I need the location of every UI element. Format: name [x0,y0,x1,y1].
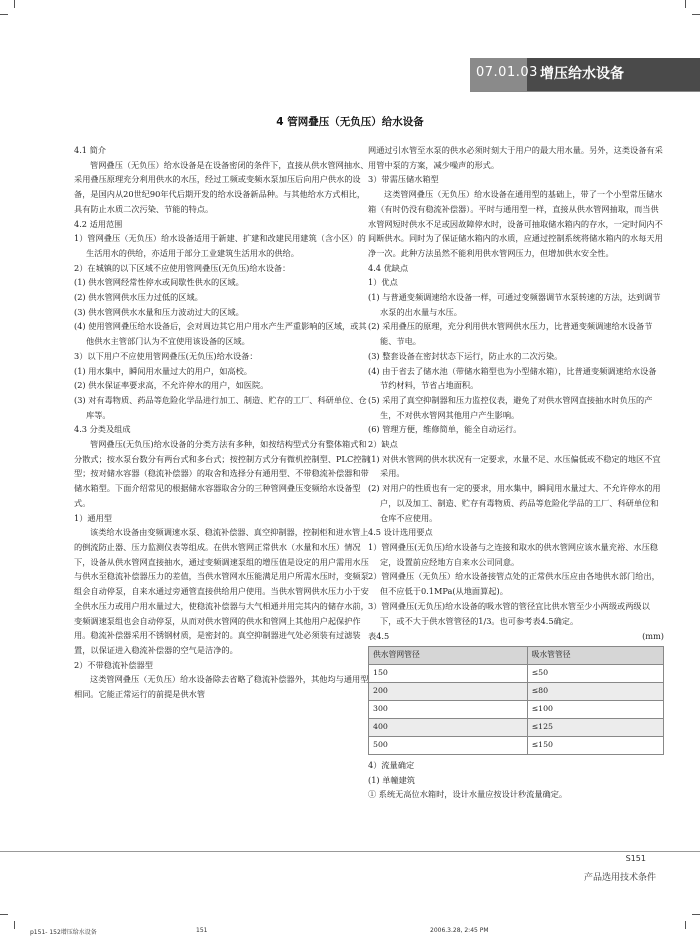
crop-mark [14,0,15,8]
paragraph: (2) 采用叠压的原理，充分利用供水管网供水压力，比普通变频调速给水设备节能、节电。 [368,321,653,347]
paragraph: 4.3 分类及组成 [74,424,131,435]
paragraph: (1) 用水集中，瞬间用水量过大的用户，如高校。 [74,365,252,376]
paragraph: (3) 供水管网供水水量和压力波动过大的区域。 [74,306,244,317]
table-caption-row [368,629,664,644]
table-cell: 150 [369,664,528,682]
table-body [369,664,664,754]
table-row [369,718,664,736]
table-cell: 500 [369,736,528,754]
paragraph: 4.2 适用范围 [74,218,123,229]
paragraph: (1) 供水管网经常性停水或间歇性供水的区域。 [74,277,244,288]
table-header-cell: 供水管网管径 [369,646,528,664]
paragraph: 4.4 优缺点 [368,262,409,273]
paragraph: (6) 管理方便，维修简单，能全自动运行。 [368,424,522,435]
crop-mark [685,921,686,929]
paragraph: 2）缺点 [368,439,398,450]
right-column-top [368,143,664,628]
paragraph: 4.5 设计选用要点 [368,527,433,538]
pipe-size-table [368,646,664,755]
paragraph: (1) 与普通变频调速给水设备一样，可通过变频器调节水泵转速的方法，达到调节水泵的出水量与水压。 [368,292,661,317]
paragraph: 2）管网叠压（无负压）给水设备接管点处的正常供水压应由各地供水部门给出，但不应低于0.1MPa(从地面算起)。 [368,571,660,597]
table-row [369,664,664,682]
paragraph: ① 系统无高位水箱时，设计水量应按设计秒流量确定。 [368,789,568,800]
paragraph: (2) 对用户的性质也有一定的要求，用水集中，瞬间用水量过大、不允许停水的用户，以及加工、制造、贮存有毒物质、药品等危险化学品的工厂、科研单位和仓库不应使用。 [368,483,661,523]
paragraph: 1）优点 [368,277,398,288]
paragraph: 管网叠压（无负压）给水设备是在设备密闭的条件下，直接从供水管网抽水、采用叠压原理充分利用供水的水压，经过工频或变频水泵加压后向用户供水的设备，是国内从20世纪90年代后期开发的给水设备新品种。与其他给水方式相比，具有防止水质二次污染、节能的特点。 [74,159,369,214]
right-column [368,143,664,802]
paragraph: 这类管网叠压（无负压）给水设备在通用型的基础上，带了一个小型常压储水箱（有时仍没有稳流补偿器）。平时与通用型一样，直接从供水管网抽取，而当供水管网短时供水不足或因故障停水时，设备可抽取储水箱内的存水，一定时间内不间断供水。同时为了保证储水箱内的水质，应通过控制系统将储水箱内的水每天用净一次。此种方法虽然不能利用供水管网压力，但增加供水安全性。 [368,189,663,258]
table-header-row [369,646,664,664]
paragraph: (1) 对供水管网的供水状况有一定要求，水量不足、水压偏低或不稳定的地区不宜采用。 [368,453,661,479]
header-title: 增压给水设备 [540,66,624,82]
table-header-cell: 吸水管管径 [527,646,663,664]
table-unit: (mm) [642,631,664,642]
paragraph: (3) 对有毒物质、药品等危险化学品进行加工、制造、贮存的工厂、科研单位、仓库等。 [74,394,367,420]
paragraph: (3) 整套设备在密封状态下运行，防止水的二次污染。 [368,350,563,361]
crop-mark [14,921,15,929]
left-column [74,143,370,702]
paragraph: (4) 使用管网叠压给水设备后，会对周边其它用户用水产生严重影响的区域，或其他供水主管部门认为不宜使用该设备的区域。 [74,321,367,347]
paragraph: (1) 单幢建筑 [368,774,415,785]
paragraph: 该类给水设备由变频调速水泵、稳流补偿器、真空抑制器，控制柜和进水管上的倒流防止器、压力监测仪表等组成。在供水管网正常供水（水量和水压）情况下，设备从供水管网直接抽水，通过变频调速泵组的增压值是设定的用户需用水压与供水至稳流补偿器压力的差值，当供水管网水压能满足用户所需水压时，变频泵组会自动停泵，自来水通过旁通管直接供给用户使用。当供水管网供水压力小于安全供水压力或用户用水量过大，使稳流补偿器与大气相通并用完其内的储存水前，变频调速泵组也会自动停泵，从而对供水管网的供水和管网上其他用户起保护作用。稳流补偿器采用不锈钢材质，是密封的。真空抑制器进气处必须装有过滤装置，以保证进入稳流补偿器的空气是洁净的。 [74,527,369,655]
table-cell: ≤50 [527,664,663,682]
crop-mark [685,0,686,8]
crop-mark [0,914,8,915]
slug-filename: p151- 152增压给水设备 [30,929,97,936]
table-cell: 300 [369,700,528,718]
paragraph: (2) 供水管网供水压力过低的区域。 [74,292,203,303]
paragraph: 网通过引水管至水泵的供水必须时刻大于用户的最大用水量。另外，这类设备有采用管中泵的方案，减少噪声的形式。 [368,145,663,170]
table-caption: 表4.5 [368,631,390,642]
table-cell: ≤150 [527,736,663,754]
table-cell: 200 [369,682,528,700]
paragraph: 1）管网叠压(无负压)给水设备与之连接和取水的供水管网应该水量充裕、水压稳定，设置前应经地方自来水公司同意。 [368,541,658,567]
right-column-bottom [368,758,664,802]
paragraph: (5) 采用了真空抑制器和压力监控仪表，避免了对供水管网直接抽水时负压的产生，不对供水管网其他用户产生影响。 [368,394,653,420]
table-cell: ≤80 [527,682,663,700]
slug-page: 151 [196,927,208,934]
table-row [369,736,664,754]
table-row [369,682,664,700]
footer-subtitle: 产品选用技术条件 [583,873,656,883]
footer-rule [0,851,700,852]
paragraph: 这类管网叠压（无负压）给水设备除去省略了稳流补偿器外，其他均与通用型相同。它能正常运行的前提是供水管 [74,674,369,700]
paragraph: 3）管网叠压(无负压)给水设备的吸水管的管径宜比供水管至少小两级或两级以下，或不大于供水管管径的1/3。也可参考表4.5确定。 [368,600,650,626]
header-rule [470,91,700,92]
table-row [369,700,664,718]
paragraph: 管网叠压(无负压)给水设备的分类方法有多种，如按结构型式分有整体箱式和分散式；按水泵台数分有两台式和多台式；按控制方式分有微机控制型、PLC控制型；按对储水容器（稳流补偿器）的取舍和选择分有通用型、不带稳流补偿器和带储水箱型。下面介绍常见的根据储水容器取舍分的三种管网叠压变频给水设备型式。 [74,439,370,508]
paragraph: 2）不带稳流补偿器型 [74,659,153,670]
crop-mark [692,14,700,15]
paragraph: 3）以下用户不应使用管网叠压(无负压)给水设备： [74,350,258,361]
paragraph: 4）流量确定 [368,759,415,770]
table-cell: ≤100 [527,700,663,718]
paragraph: 1）管网叠压（无负压）给水设备适用于新建、扩建和改建民用建筑（含小区）的生活用水的供给，亦适用于部分工业建筑生活用水的供给。 [74,233,366,258]
paragraph: 2）在城镇的以下区域不应使用管网叠压(无负压)给水设备： [74,262,291,273]
slug-date: 2006.3.28, 2:45 PM [430,927,489,934]
table-cell: ≤125 [527,718,663,736]
paragraph: 4.1 简介 [74,145,106,155]
crop-mark [692,914,700,915]
paragraph: (2) 供水保证率要求高，不允许停水的用户，如医院。 [74,380,269,391]
header-code: 07.01.03 [476,65,538,80]
page-number: S151 [625,854,646,863]
table-cell: 400 [369,718,528,736]
section-title: 4 管网叠压（无负压）给水设备 [276,116,424,128]
paragraph: 3）带需压储水箱型 [368,174,439,185]
crop-mark [0,14,8,15]
paragraph: 1）通用型 [74,512,112,523]
paragraph: (4) 由于省去了储水池（带储水箱型也为小型储水箱），比普通变频调速给水设备节约材料，节省占地面积。 [368,365,657,391]
